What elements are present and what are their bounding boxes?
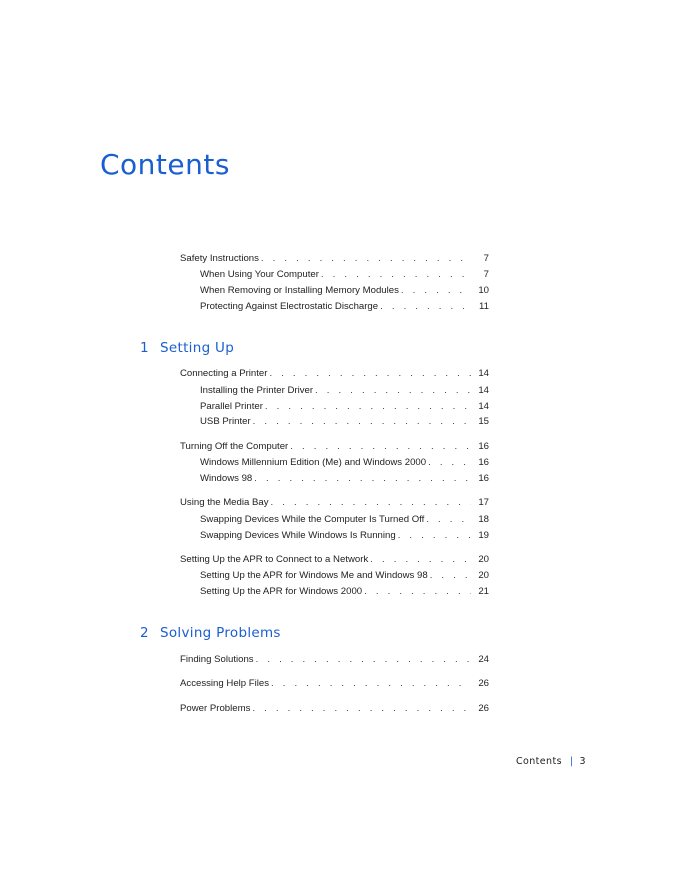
leader-dots xyxy=(265,401,471,412)
leader-dots xyxy=(380,301,471,312)
chapter-number: 1 xyxy=(140,340,149,356)
toc-entry-page: 24 xyxy=(478,654,489,665)
toc-subentry[interactable] xyxy=(200,570,489,584)
toc-subentry[interactable] xyxy=(200,514,489,528)
page-title: Contents xyxy=(100,148,230,181)
chapter-heading[interactable] xyxy=(140,340,234,356)
toc-entry-text: Power Problems xyxy=(180,703,251,714)
leader-dots xyxy=(253,416,471,427)
leader-dots xyxy=(271,678,471,689)
toc-subentry[interactable] xyxy=(200,457,489,471)
toc-subentry[interactable] xyxy=(200,416,489,430)
toc-entry-text: Safety Instructions xyxy=(180,253,259,264)
leader-dots xyxy=(398,530,471,541)
toc-entry-page: 21 xyxy=(478,586,489,597)
toc-entry-page: 11 xyxy=(479,301,489,312)
toc-entry-page: 16 xyxy=(478,473,489,484)
leader-dots xyxy=(364,586,471,597)
toc-entry-text: Using the Media Bay xyxy=(180,497,269,508)
footer-separator: | xyxy=(569,756,574,767)
toc-entry-text: When Using Your Computer xyxy=(200,269,319,280)
toc-entry-text: Swapping Devices While the Computer Is Turned Off xyxy=(200,514,425,525)
toc-entry-text: USB Printer xyxy=(200,416,251,427)
leader-dots xyxy=(269,368,471,379)
leader-dots xyxy=(428,457,471,468)
chapter-title: Solving Problems xyxy=(160,625,281,641)
leader-dots xyxy=(315,385,471,396)
toc-entry-text: Protecting Against Electrostatic Discharge xyxy=(200,301,379,312)
chapter-heading[interactable] xyxy=(140,625,281,641)
toc-entry-page: 7 xyxy=(483,253,489,264)
toc-entry-text: When Removing or Installing Memory Modules xyxy=(200,285,399,296)
toc-entry[interactable] xyxy=(180,654,489,668)
toc-entry-text: Connecting a Printer xyxy=(180,368,268,379)
toc-entry-page: 18 xyxy=(478,514,489,525)
leader-dots xyxy=(430,570,471,581)
leader-dots xyxy=(252,703,471,714)
toc-entry[interactable] xyxy=(180,368,489,382)
page-footer xyxy=(480,756,586,767)
toc-entry-page: 14 xyxy=(478,401,489,412)
leader-dots xyxy=(370,554,471,565)
toc-subentry[interactable] xyxy=(200,269,489,283)
toc-entry-page: 20 xyxy=(478,570,489,581)
footer-label: Contents xyxy=(516,756,562,767)
leader-dots xyxy=(271,497,471,508)
toc-entry-page: 16 xyxy=(478,441,489,452)
toc-entry-page: 7 xyxy=(483,269,489,280)
toc-entry[interactable] xyxy=(180,703,489,717)
toc-entry-text: Finding Solutions xyxy=(180,654,254,665)
page-number: 3 xyxy=(579,756,586,767)
toc-subentry[interactable] xyxy=(200,530,489,544)
chapter-title: Setting Up xyxy=(160,340,235,356)
toc-subentry[interactable] xyxy=(200,285,489,299)
leader-dots xyxy=(290,441,471,452)
toc-subentry[interactable] xyxy=(200,586,489,600)
toc-entry-text: Setting Up the APR for Windows Me and Windows 98 xyxy=(200,570,428,581)
toc-entry-page: 16 xyxy=(478,457,489,468)
toc-entry-text: Setting Up the APR for Windows 2000 xyxy=(200,586,363,597)
toc-entry-text: Parallel Printer xyxy=(200,401,263,412)
toc-entry-text: Accessing Help Files xyxy=(180,678,270,689)
toc-entry-page: 10 xyxy=(478,285,489,296)
toc-subentry[interactable] xyxy=(200,301,489,315)
toc-entry[interactable] xyxy=(180,441,489,455)
toc-entry[interactable] xyxy=(180,678,489,692)
toc-entry[interactable] xyxy=(180,554,489,568)
toc-entry-text: Windows 98 xyxy=(200,473,253,484)
toc-entry-page: 20 xyxy=(478,554,489,565)
toc-entry-text: Setting Up the APR to Connect to a Network xyxy=(180,554,369,565)
toc-entry-page: 19 xyxy=(478,530,489,541)
leader-dots xyxy=(401,285,471,296)
toc-entry[interactable] xyxy=(180,497,489,511)
leader-dots xyxy=(256,654,471,665)
toc-entry-text: Swapping Devices While Windows Is Running xyxy=(200,530,396,541)
toc-entry-page: 14 xyxy=(478,385,489,396)
chapter-number: 2 xyxy=(140,625,149,641)
toc-entry-page: 15 xyxy=(478,416,489,427)
leader-dots xyxy=(254,473,471,484)
leader-dots xyxy=(321,269,471,280)
toc-entry-text: Turning Off the Computer xyxy=(180,441,289,452)
toc-subentry[interactable] xyxy=(200,385,489,399)
toc-entry-page: 17 xyxy=(478,497,489,508)
toc-entry[interactable] xyxy=(180,253,489,267)
toc-entry-page: 14 xyxy=(478,368,489,379)
toc-subentry[interactable] xyxy=(200,401,489,415)
toc-entry-page: 26 xyxy=(478,703,489,714)
toc-entry-text: Installing the Printer Driver xyxy=(200,385,314,396)
toc-entry-text: Windows Millennium Edition (Me) and Windows 2000 xyxy=(200,457,427,468)
toc-subentry[interactable] xyxy=(200,473,489,487)
toc-entry-page: 26 xyxy=(478,678,489,689)
leader-dots xyxy=(261,253,471,264)
leader-dots xyxy=(426,514,471,525)
